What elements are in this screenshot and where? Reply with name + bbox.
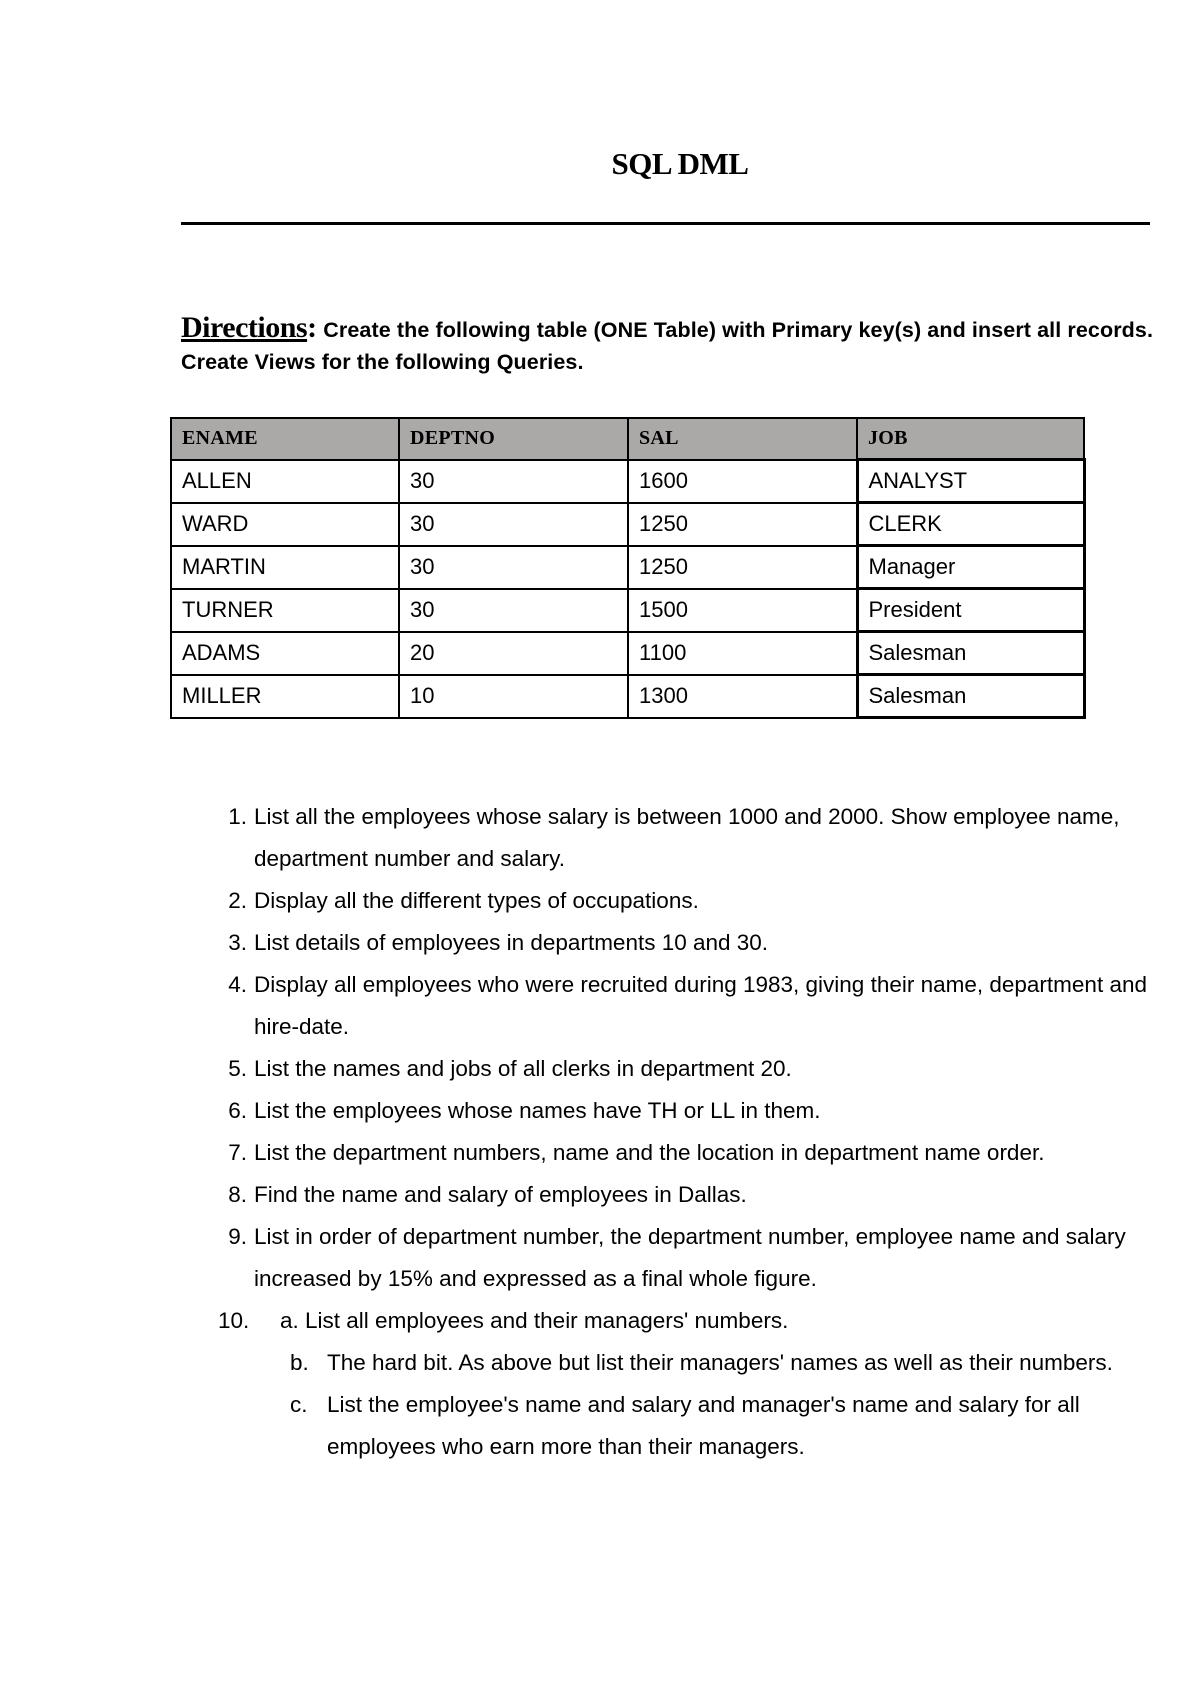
title-divider	[181, 222, 1150, 225]
list-item-number: 8.	[228, 1182, 247, 1207]
cell-job: ANALYST	[857, 460, 1084, 503]
cell-ename: WARD	[171, 503, 399, 546]
list-item-text: Display all employees who were recruited during 1983, giving their name, department and hire-date.	[254, 972, 1147, 1039]
column-header-deptno: DEPTNO	[399, 418, 628, 460]
sub-item-text: List all employees and their managers' numbers.	[305, 1308, 789, 1333]
list-item-number: 9.	[228, 1224, 247, 1249]
directions-colon: :	[307, 311, 318, 344]
list-item	[0, 880, 1154, 922]
list-item-text: List details of employees in departments 10 and 30.	[254, 930, 769, 955]
cell-job: President	[857, 589, 1084, 632]
list-item	[0, 964, 1154, 1048]
list-item	[0, 1216, 1154, 1300]
sub-item-text: List the employee's name and salary and manager's name and salary for all employees who earn more than their managers.	[327, 1392, 1080, 1459]
cell-ename: ADAMS	[171, 632, 399, 675]
list-item-number: 7.	[228, 1140, 247, 1165]
cell-sal: 1300	[628, 675, 857, 718]
directions-text: Create the following table (ONE Table) with Primary key(s) and insert all records. Create Views for the following Queries.	[181, 318, 1154, 374]
employee-table	[170, 417, 1086, 719]
query-list	[0, 796, 1200, 1468]
list-item-number: 10.	[218, 1308, 250, 1333]
table-row	[171, 589, 1084, 632]
cell-deptno: 30	[399, 503, 628, 546]
cell-deptno: 10	[399, 675, 628, 718]
directions-paragraph	[181, 312, 1161, 378]
list-item-number: 4.	[228, 972, 247, 997]
list-item-number: 6.	[228, 1098, 247, 1123]
list-item	[0, 1048, 1154, 1090]
cell-deptno: 30	[399, 460, 628, 503]
cell-sal: 1250	[628, 503, 857, 546]
list-item-text: List all the employees whose salary is between 1000 and 2000. Show employee name, department number and salary.	[254, 804, 1120, 871]
cell-sal: 1250	[628, 546, 857, 589]
list-item-number: 1.	[228, 804, 247, 829]
cell-job: Salesman	[857, 675, 1084, 718]
table-row	[171, 546, 1084, 589]
cell-job: Manager	[857, 546, 1084, 589]
list-item-text: Find the name and salary of employees in Dallas.	[254, 1182, 747, 1207]
list-item-text: List the employees whose names have TH or LL in them.	[254, 1098, 821, 1123]
column-header-sal: SAL	[628, 418, 857, 460]
table-row	[171, 632, 1084, 675]
cell-job: Salesman	[857, 632, 1084, 675]
list-item	[0, 1090, 1154, 1132]
cell-deptno: 20	[399, 632, 628, 675]
list-item-number: 5.	[228, 1056, 247, 1081]
cell-ename: MILLER	[171, 675, 399, 718]
list-item-text: List in order of department number, the department number, employee name and salary increased by 15% and expressed as a final whole figure.	[254, 1224, 1126, 1291]
list-item-number: 3.	[228, 930, 247, 955]
sub-item-label: a.	[280, 1308, 299, 1333]
list-item-number: 2.	[228, 888, 247, 913]
sub-item-a	[218, 1300, 1200, 1342]
sub-item-b	[0, 1342, 1157, 1384]
column-header-job: JOB	[857, 418, 1084, 460]
table-row	[171, 460, 1084, 503]
list-item-text: Display all the different types of occupations.	[254, 888, 699, 913]
sub-item-label: c.	[290, 1392, 308, 1417]
cell-ename: TURNER	[171, 589, 399, 632]
cell-sal: 1100	[628, 632, 857, 675]
cell-ename: MARTIN	[171, 546, 399, 589]
list-item	[0, 796, 1154, 880]
list-item-10	[0, 1300, 1200, 1342]
list-item-text: List the department numbers, name and the location in department name order.	[254, 1140, 1045, 1165]
cell-ename: ALLEN	[171, 460, 399, 503]
sub-item-label: b.	[290, 1350, 309, 1375]
cell-job: CLERK	[857, 503, 1084, 546]
page-title: SQL DML	[611, 146, 749, 181]
cell-sal: 1500	[628, 589, 857, 632]
cell-deptno: 30	[399, 589, 628, 632]
list-item	[0, 1174, 1154, 1216]
directions-label: Directions	[181, 311, 308, 344]
table-row	[171, 675, 1084, 718]
table-row	[171, 503, 1084, 546]
sub-item-text: The hard bit. As above but list their managers' names as well as their numbers.	[327, 1350, 1113, 1375]
list-item	[0, 1132, 1154, 1174]
list-item-text: List the names and jobs of all clerks in department 20.	[254, 1056, 792, 1081]
cell-sal: 1600	[628, 460, 857, 503]
cell-deptno: 30	[399, 546, 628, 589]
column-header-ename: ENAME	[171, 418, 399, 460]
list-item	[0, 922, 1154, 964]
table-header-row	[171, 418, 1084, 460]
sub-item-c	[0, 1384, 1157, 1468]
